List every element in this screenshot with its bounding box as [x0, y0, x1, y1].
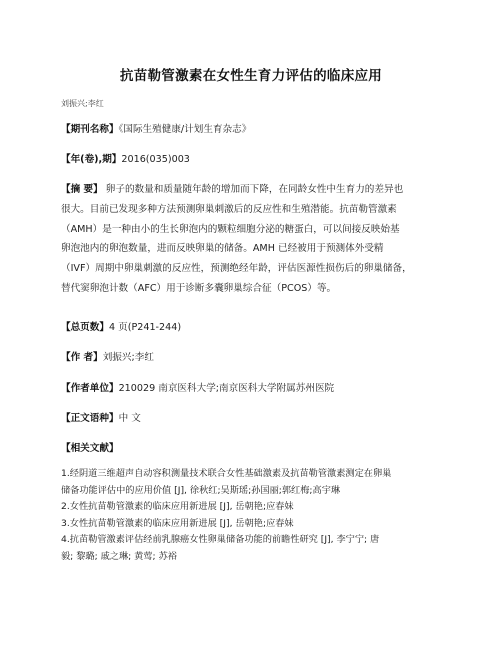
- abstract-line: （IVF）周期中卵巢刺激的反应性，预测绝经年龄，评估医源性损伤后的卵巢储备，: [61, 263, 412, 275]
- abstract-line: （AMH）是一种由小的生长卵泡内的颗粒细胞分泌的糖蛋白，可以间接反映始基: [61, 223, 400, 235]
- year-label: 【年(卷),期】: [61, 154, 122, 165]
- author-value: 刘振兴;李红: [102, 352, 154, 363]
- reference-item: 储备功能评估中的应用价值 [J], 徐秋红;吴斯瑶;孙国丽;郭红梅;高宇琳: [61, 484, 341, 496]
- author-label: 【作 者】: [61, 352, 103, 363]
- journal-label: 【期刊名称】: [61, 124, 119, 135]
- unit-label: 【作者单位】: [61, 383, 119, 394]
- abstract-text: 卵子的数量和质量随年龄的增加而下降，在同龄女性中生育力的差异也: [105, 184, 404, 195]
- language-label: 【正文语种】: [61, 413, 119, 424]
- reference-item: 毅; 黎璐; 戚之琳; 黄莺; 苏裕: [61, 550, 177, 562]
- year-field: [61, 150, 190, 170]
- unit-value: 210029 南京医科大学;南京医科大学附属苏州医院: [118, 383, 335, 394]
- reference-list: [61, 466, 443, 566]
- abstract-line: 很大。目前已发现多种方法预测卵巢刺激后的反应性和生殖潜能。抗苗勒管激素: [61, 203, 397, 215]
- year-value: 2016(035)003: [121, 154, 190, 165]
- author-line: 刘振兴;李红: [61, 99, 104, 108]
- language-field: [61, 409, 141, 429]
- abstract-label: 【摘 要】: [61, 184, 103, 195]
- unit-field: [61, 379, 334, 399]
- reference-item: 1.经阴道三维超声自动容积测量技术联合女性基础激素及抗苗勒管激素测定在卵巢: [61, 468, 392, 479]
- pages-value: 4 页(P241-244): [108, 322, 182, 333]
- pages-label: 【总页数】: [61, 322, 109, 333]
- document-title: 抗苗勒管激素在女性生育力评估的临床应用: [119, 68, 383, 84]
- reference-item: 3.女性抗苗勒管激素的临床应用新进展 [J], 岳朝艳;应春妹: [61, 517, 294, 529]
- reference-item: 4.抗苗勒管激素评估经前乳腺癌女性卵巢储备功能的前瞻性研究 [J], 李宁宁; 唐: [61, 534, 380, 546]
- journal-value: 《国际生殖健康/计划生育杂志》: [118, 124, 252, 135]
- author-field: [61, 348, 154, 368]
- journal-field: [61, 120, 251, 140]
- references-label: 【相关文献】: [61, 443, 119, 454]
- abstract-line: [61, 180, 441, 200]
- abstract-block: [61, 180, 441, 299]
- references-heading: [61, 439, 119, 459]
- abstract-line: 替代窦卵泡计数（AFC）用于诊断多囊卵巢综合征（PCOS）等。: [61, 282, 337, 294]
- abstract-line: 卵泡池内的卵泡数量，进而反映卵巢的储备。AMH 已经被用于预测体外受精: [61, 243, 384, 255]
- reference-item: 2.女性抗苗勒管激素的临床应用新进展 [J], 岳朝艳;应春妹: [61, 501, 294, 513]
- language-value: 中 文: [118, 413, 141, 424]
- pages-field: [61, 318, 181, 338]
